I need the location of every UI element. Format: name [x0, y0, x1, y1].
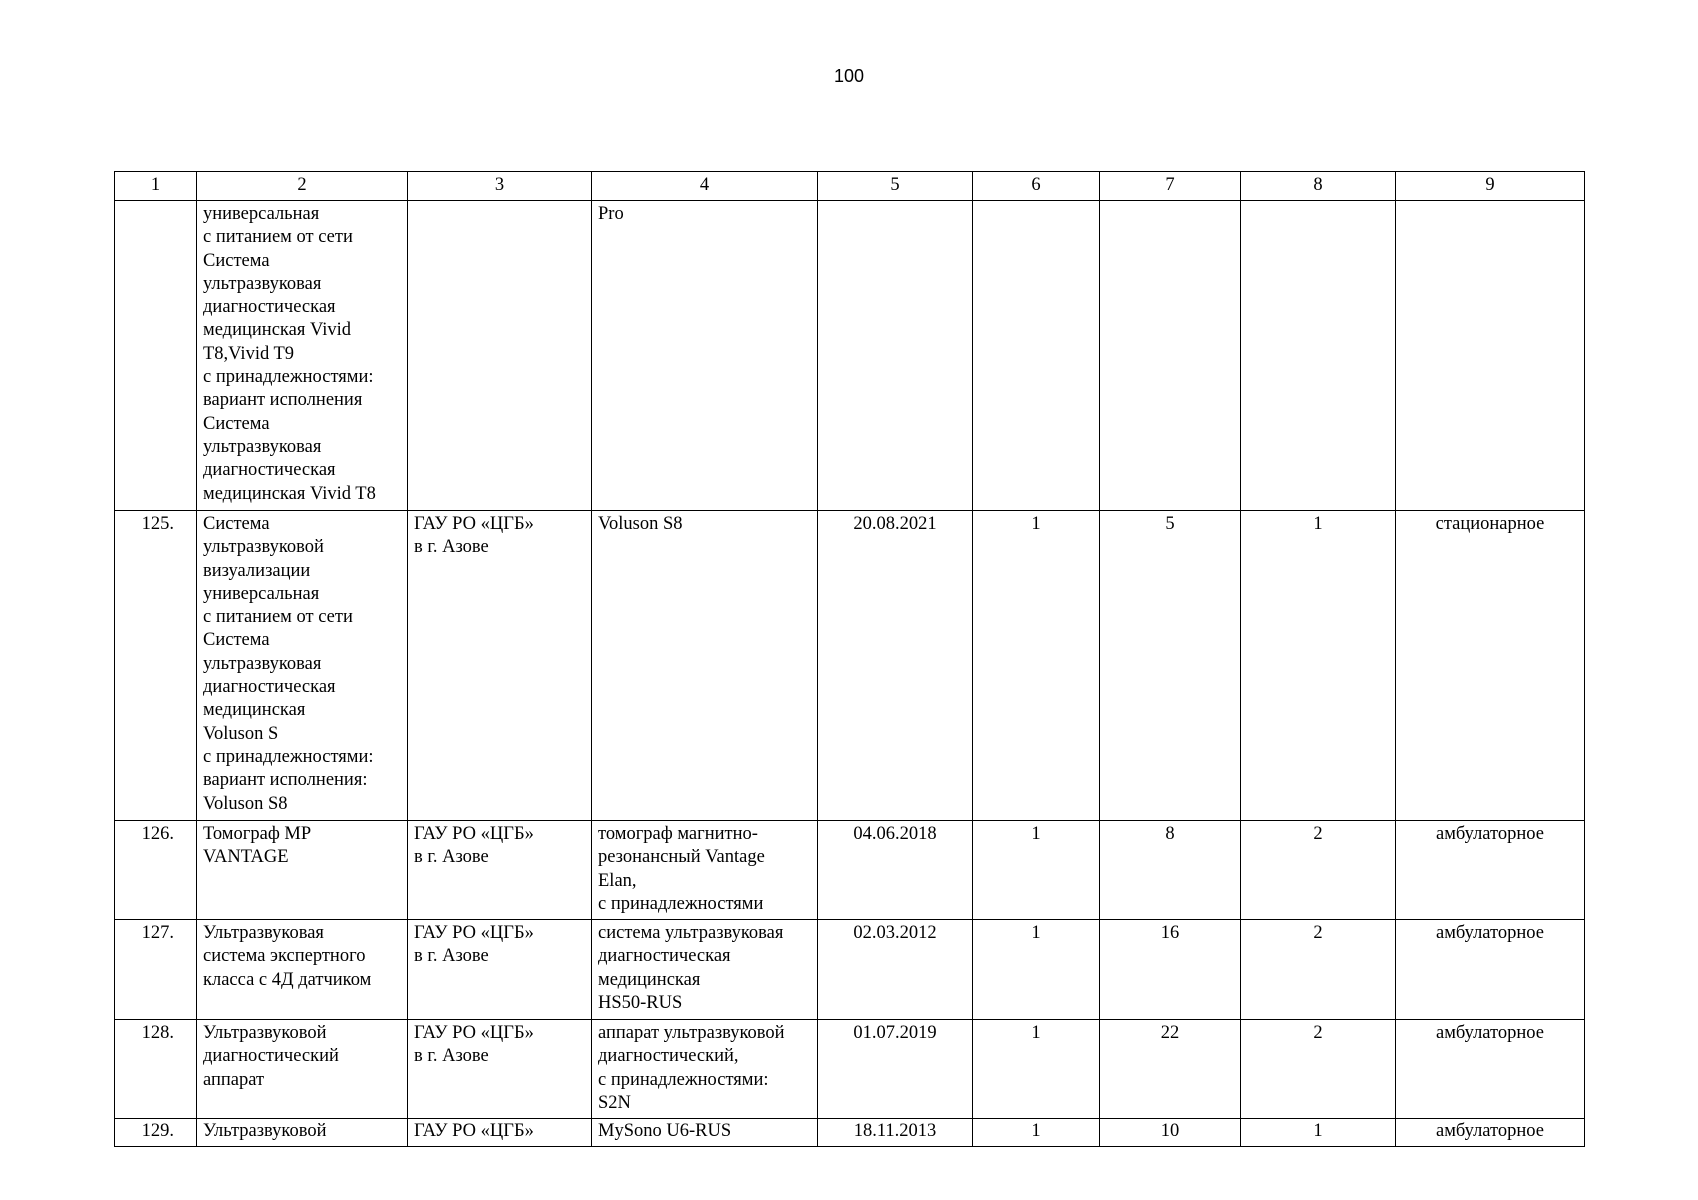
model-cell: аппарат ультразвуковой диагностический, с принадлежностями: S2N	[592, 1020, 818, 1119]
quantity-cell: 1	[973, 1119, 1100, 1147]
page-number: 100	[833, 66, 865, 86]
column-7-cell: 8	[1100, 821, 1241, 920]
date-cell: 20.08.2021	[818, 511, 973, 821]
column-header: 2	[197, 172, 408, 201]
date-cell	[818, 201, 973, 511]
quantity-cell: 1	[973, 511, 1100, 821]
table-row	[115, 511, 1585, 821]
date-cell: 02.03.2012	[818, 920, 973, 1020]
equipment-name-cell: универсальная с питанием от сети Система ультразвуковая диагностическая медицинская Vivid T8,Vivid T9 с принадлежностями: вариант исполнения Система ультразвуковая диагностическая медицинская Vivid T8	[197, 201, 408, 511]
column-7-cell: 16	[1100, 920, 1241, 1020]
column-header: 6	[973, 172, 1100, 201]
date-cell: 04.06.2018	[818, 821, 973, 920]
column-header: 8	[1241, 172, 1396, 201]
equipment-name-cell: Система ультразвуковой визуализации универсальная с питанием от сети Система ультразвуковая диагностическая медицинская Voluson S с принадлежностями: вариант исполнения: Voluson S8	[197, 511, 408, 821]
column-7-cell: 22	[1100, 1020, 1241, 1119]
quantity-cell: 1	[973, 920, 1100, 1020]
row-number-cell: 128.	[115, 1020, 197, 1119]
column-header: 9	[1396, 172, 1585, 201]
column-header: 4	[592, 172, 818, 201]
row-number-cell	[115, 201, 197, 511]
quantity-cell: 1	[973, 821, 1100, 920]
row-number-cell: 127.	[115, 920, 197, 1020]
care-type-cell: стационарное	[1396, 511, 1585, 821]
care-type-cell	[1396, 201, 1585, 511]
model-cell: Voluson S8	[592, 511, 818, 821]
column-header: 1	[115, 172, 197, 201]
equipment-name-cell: Ультразвуковая система экспертного класса с 4Д датчиком	[197, 920, 408, 1020]
quantity-cell: 1	[973, 1020, 1100, 1119]
table-header-row	[115, 172, 1585, 201]
table-row	[115, 920, 1585, 1020]
model-cell: MySono U6-RUS	[592, 1119, 818, 1147]
row-number-cell: 129.	[115, 1119, 197, 1147]
table-row	[115, 1020, 1585, 1119]
quantity-cell	[973, 201, 1100, 511]
column-8-cell	[1241, 201, 1396, 511]
equipment-table	[114, 171, 1585, 1147]
model-cell: Pro	[592, 201, 818, 511]
column-8-cell: 2	[1241, 920, 1396, 1020]
row-number-cell: 126.	[115, 821, 197, 920]
care-type-cell: амбулаторное	[1396, 1020, 1585, 1119]
organization-cell: ГАУ РО «ЦГБ»	[408, 1119, 592, 1147]
column-7-cell: 10	[1100, 1119, 1241, 1147]
care-type-cell: амбулаторное	[1396, 821, 1585, 920]
table-row	[115, 1119, 1585, 1147]
column-8-cell: 1	[1241, 1119, 1396, 1147]
column-7-cell: 5	[1100, 511, 1241, 821]
column-8-cell: 1	[1241, 511, 1396, 821]
equipment-name-cell: Ультразвуковой	[197, 1119, 408, 1147]
table-row	[115, 201, 1585, 511]
model-cell: система ультразвуковая диагностическая медицинская HS50-RUS	[592, 920, 818, 1020]
equipment-name-cell: Ультразвуковой диагностический аппарат	[197, 1020, 408, 1119]
organization-cell: ГАУ РО «ЦГБ» в г. Азове	[408, 821, 592, 920]
date-cell: 18.11.2013	[818, 1119, 973, 1147]
date-cell: 01.07.2019	[818, 1020, 973, 1119]
table-row	[115, 821, 1585, 920]
row-number-cell: 125.	[115, 511, 197, 821]
column-header: 3	[408, 172, 592, 201]
organization-cell	[408, 201, 592, 511]
model-cell: томограф магнитно- резонансный Vantage Elan, с принадлежностями	[592, 821, 818, 920]
column-header: 7	[1100, 172, 1241, 201]
column-header: 5	[818, 172, 973, 201]
care-type-cell: амбулаторное	[1396, 1119, 1585, 1147]
care-type-cell: амбулаторное	[1396, 920, 1585, 1020]
organization-cell: ГАУ РО «ЦГБ» в г. Азове	[408, 1020, 592, 1119]
column-8-cell: 2	[1241, 1020, 1396, 1119]
equipment-name-cell: Томограф МР VANTAGE	[197, 821, 408, 920]
organization-cell: ГАУ РО «ЦГБ» в г. Азове	[408, 511, 592, 821]
organization-cell: ГАУ РО «ЦГБ» в г. Азове	[408, 920, 592, 1020]
column-7-cell	[1100, 201, 1241, 511]
column-8-cell: 2	[1241, 821, 1396, 920]
